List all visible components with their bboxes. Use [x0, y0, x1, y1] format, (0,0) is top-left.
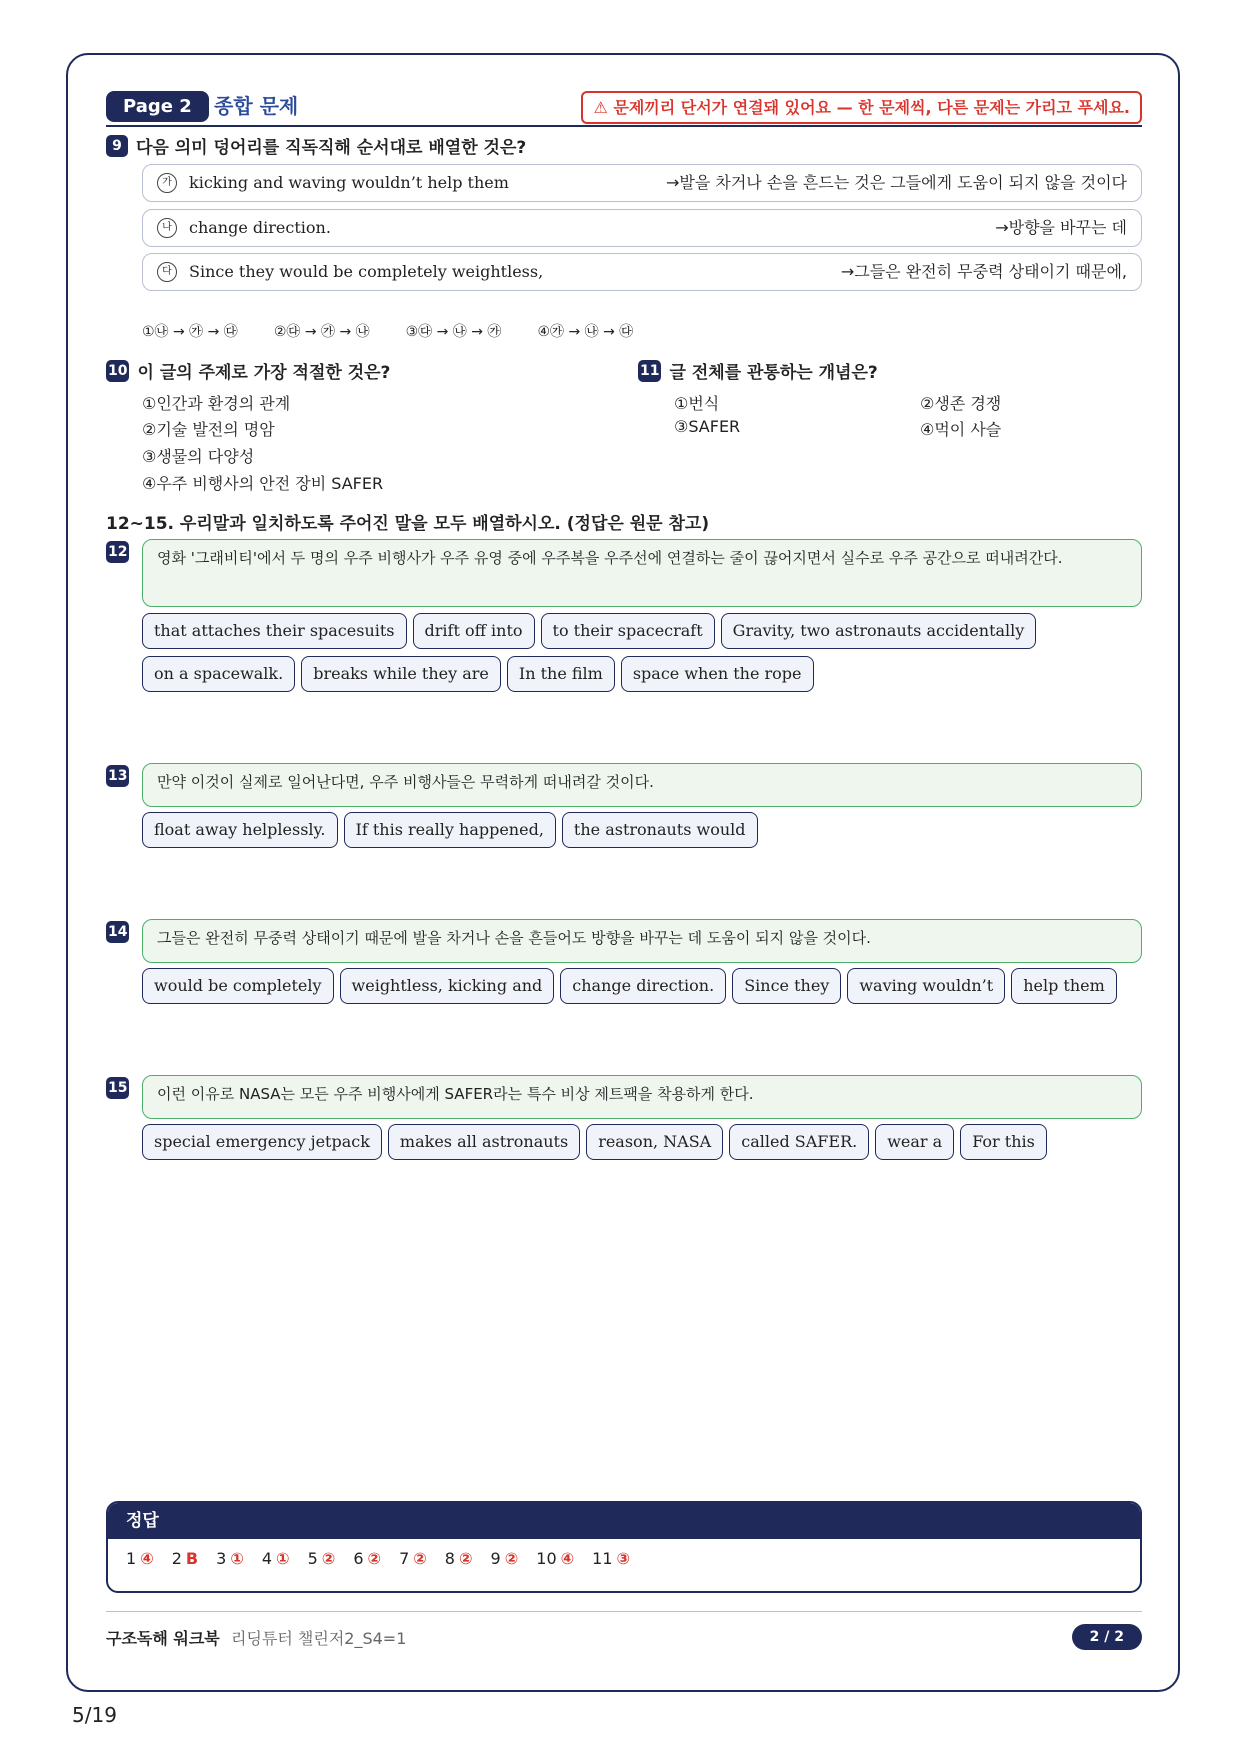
word-chips	[142, 613, 1142, 649]
answer-item	[262, 1549, 290, 1568]
option[interactable]: ④먹이 사슬	[920, 420, 1002, 439]
mark-circle: 가	[157, 173, 177, 193]
answer-value: ①	[230, 1549, 244, 1568]
question-text: 이 글의 주제로 가장 적절한 것은?	[137, 363, 391, 383]
word-chip[interactable]: If this really happened,	[344, 812, 556, 848]
korean-prompt: 영화 '그래비티'에서 두 명의 우주 비행사가 우주 유영 중에 우주복을 우주선에 연결하는 줄이 끊어지면서 실수로 우주 공간으로 떠내려간다.	[142, 539, 1142, 607]
answer-item	[172, 1549, 198, 1568]
word-chip[interactable]: float away helplessly.	[142, 812, 338, 848]
word-chip[interactable]: weightless, kicking and	[340, 968, 555, 1004]
option[interactable]: ②기술 발전의 명암	[142, 420, 275, 439]
option[interactable]: ④㉮ → ㉯ → ㉰	[537, 324, 634, 340]
word-chip[interactable]: wear a	[875, 1124, 954, 1160]
option[interactable]: ②생존 경쟁	[920, 394, 1002, 413]
word-chips	[142, 812, 1142, 848]
word-chip[interactable]: reason, NASA	[586, 1124, 723, 1160]
option[interactable]: ①인간과 환경의 관계	[142, 394, 291, 413]
page-counter: 5/19	[72, 1703, 117, 1727]
page-label: Page 2	[106, 91, 209, 122]
answer-value: ②	[321, 1549, 336, 1568]
answer-number: 3	[216, 1549, 227, 1568]
korean-prompt: 이런 이유로 NASA는 모든 우주 비행사에게 SAFER라는 특수 비상 제트팩을 착용하게 한다.	[142, 1075, 1142, 1119]
word-chip[interactable]: change direction.	[560, 968, 726, 1004]
answer-item	[399, 1549, 427, 1568]
answer-value: ②	[458, 1549, 473, 1568]
answer-key-title: 정답	[108, 1503, 1140, 1539]
answer-item	[308, 1549, 336, 1568]
option[interactable]: ①번식	[674, 394, 720, 413]
word-chip[interactable]: would be completely	[142, 968, 334, 1004]
sentence-korean: →발을 차거나 손을 흔드는 것은 그들에게 도움이 되지 않을 것이다	[665, 173, 1127, 192]
sentence-row	[142, 164, 1142, 202]
answer-key	[106, 1501, 1142, 1593]
answer-list	[108, 1539, 1140, 1578]
answer-item	[126, 1549, 154, 1568]
question-number: 11	[638, 360, 661, 382]
word-chip[interactable]: Gravity, two astronauts accidentally	[721, 613, 1037, 649]
answer-item	[445, 1549, 473, 1568]
option[interactable]: ③SAFER	[674, 417, 741, 436]
question-number: 9	[106, 135, 128, 157]
answer-item	[216, 1549, 244, 1568]
answer-number: 11	[592, 1549, 613, 1568]
footer-page-indicator: 2 / 2	[1072, 1624, 1142, 1650]
question-number: 15	[106, 1077, 129, 1099]
question-number: 12	[106, 541, 129, 563]
option[interactable]: ②㉰ → ㉮ → ㉯	[273, 324, 370, 340]
word-chip[interactable]: that attaches their spacesuits	[142, 613, 407, 649]
word-chip[interactable]: breaks while they are	[301, 656, 501, 692]
question-number: 13	[106, 765, 129, 787]
answer-item	[353, 1549, 381, 1568]
answer-item	[491, 1549, 519, 1568]
sentence-english: Since they would be completely weightless,	[189, 262, 544, 281]
word-chips	[142, 968, 1142, 1004]
word-chip[interactable]: on a spacewalk.	[142, 656, 295, 692]
word-chips	[142, 1124, 1142, 1160]
answer-item	[592, 1549, 630, 1568]
word-chip[interactable]: space when the rope	[621, 656, 814, 692]
sentence-english: kicking and waving wouldn’t help them	[189, 173, 509, 192]
page-header	[106, 91, 1142, 127]
option[interactable]: ④우주 비행사의 안전 장비 SAFER	[142, 474, 384, 493]
word-chip[interactable]: For this	[960, 1124, 1047, 1160]
answer-number: 7	[399, 1549, 410, 1568]
order-options	[142, 321, 633, 341]
section-instruction: 12~15. 우리말과 일치하도록 주어진 말을 모두 배열하시오. (정답은 원문 참고)	[106, 514, 710, 534]
answer-item	[536, 1549, 574, 1568]
answer-value: ②	[504, 1549, 519, 1568]
answer-value: ④	[140, 1549, 154, 1568]
word-chip[interactable]: help them	[1011, 968, 1117, 1004]
korean-prompt: 만약 이것이 실제로 일어난다면, 우주 비행사들은 무력하게 떠내려갈 것이다.	[142, 763, 1142, 807]
sentence-row	[142, 209, 1142, 247]
answer-value: ②	[367, 1549, 382, 1568]
answer-number: 9	[490, 1549, 501, 1568]
answer-number: 6	[353, 1549, 364, 1568]
option[interactable]: ③㉰ → ㉯ → ㉮	[405, 324, 502, 340]
answer-number: 5	[307, 1549, 318, 1568]
sentence-english: change direction.	[189, 218, 331, 237]
page-footer	[106, 1611, 1142, 1652]
word-chip[interactable]: called SAFER.	[729, 1124, 869, 1160]
answer-value: ③	[616, 1549, 631, 1568]
word-chip[interactable]: makes all astronauts	[388, 1124, 580, 1160]
question-text: 글 전체를 관통하는 개념은?	[669, 363, 878, 383]
question-10-heading	[106, 358, 390, 383]
answer-value: ①	[276, 1549, 290, 1568]
question-text: 다음 의미 덩어리를 직독직해 순서대로 배열한 것은?	[136, 138, 527, 158]
question-number: 14	[106, 921, 129, 943]
mark-circle: 나	[157, 218, 177, 238]
word-chip[interactable]: Since they	[732, 968, 841, 1004]
answer-number: 4	[261, 1549, 273, 1568]
footer-brand: 구조독해 워크북	[106, 1629, 220, 1648]
option[interactable]: ①㉯ → ㉮ → ㉰	[142, 324, 238, 340]
answer-number: 1	[126, 1549, 137, 1568]
question-11-heading	[638, 358, 878, 383]
answer-value: B	[185, 1549, 199, 1568]
sentence-korean: →그들은 완전히 무중력 상태이기 때문에,	[840, 262, 1127, 281]
word-chip[interactable]: drift off into	[413, 613, 535, 649]
sentence-row	[142, 253, 1142, 291]
word-chips	[142, 656, 1142, 692]
word-chip[interactable]: waving wouldn’t	[847, 968, 1005, 1004]
mark-circle: 다	[157, 262, 177, 282]
answer-number: 10	[536, 1549, 557, 1568]
word-chip[interactable]: to their spacecraft	[541, 613, 715, 649]
answer-value: ②	[413, 1549, 427, 1568]
korean-prompt: 그들은 완전히 무중력 상태이기 때문에 발을 차거나 손을 흔들어도 방향을 바꾸는 데 도움이 되지 않을 것이다.	[142, 919, 1142, 963]
word-chip[interactable]: special emergency jetpack	[142, 1124, 382, 1160]
worksheet-page	[66, 53, 1180, 1692]
word-chip[interactable]: the astronauts would	[562, 812, 758, 848]
section-title: 종합 문제	[214, 94, 299, 118]
answer-value: ④	[560, 1549, 575, 1568]
question-9-heading	[106, 133, 526, 158]
warning-banner: ⚠ 문제끼리 단서가 연결돼 있어요 — 한 문제씩, 다른 문제는 가리고 푸세요.	[581, 91, 1142, 124]
option[interactable]: ③생물의 다양성	[142, 447, 255, 466]
sentence-korean: →방향을 바꾸는 데	[995, 218, 1127, 237]
footer-subtitle: 리딩튜터 챌린저2_S4=1	[231, 1629, 407, 1648]
answer-number: 2	[171, 1549, 182, 1568]
word-chip[interactable]: In the film	[507, 656, 615, 692]
question-number: 10	[106, 360, 129, 382]
answer-number: 8	[444, 1549, 455, 1568]
